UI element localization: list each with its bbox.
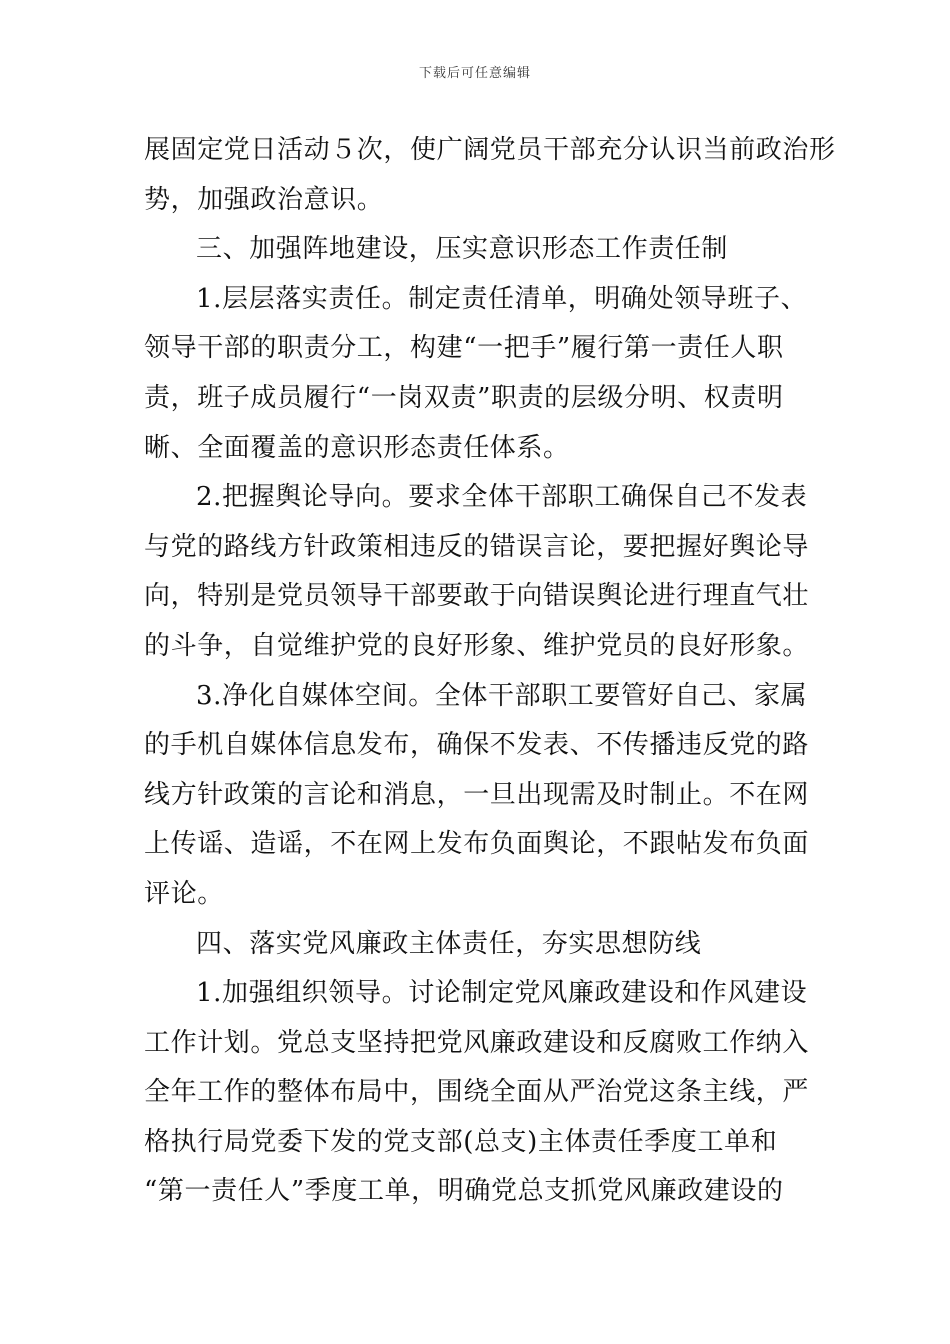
text-line: 格执行局党委下发的党支部(总支)主体责任季度工单和 — [144, 1126, 778, 1157]
text-line: 责，班子成员履行“一岗双责”职责的层级分明、权责明 — [144, 382, 784, 413]
text-line: 工作计划。党总支坚持把党风廉政建设和反腐败工作纳入 — [144, 1027, 810, 1058]
text-line: 上传谣、造谣，不在网上发布负面舆论，不跟帖发布负面 — [144, 829, 810, 860]
document-body — [144, 126, 836, 1217]
text-line: 与党的路线方针政策相违反的错误言论，要把握好舆论导 — [144, 531, 810, 562]
text-line: 展固定党日活动５次，使广阔党员干部充分认识当前政治形 — [144, 135, 836, 165]
section-heading: 四、落实党风廉政主体责任，夯实思想防线 — [196, 928, 702, 959]
text-line: 的斗争，自觉维护党的良好形象、维护党员的良好形象。 — [144, 630, 810, 661]
text-line: 线方针政策的言论和消息，一旦出现需及时制止。不在网 — [144, 779, 810, 810]
text-line: “第一责任人”季度工单，明确党总支抓党风廉政建设的 — [144, 1176, 784, 1207]
text-line: 评论。 — [144, 878, 224, 909]
page-header-note: 下载后可任意编辑 — [418, 66, 531, 81]
text-line: 领导干部的职责分工，构建“一把手”履行第一责任人职 — [144, 333, 784, 364]
section-heading: 三、加强阵地建设，压实意识形态工作责任制 — [196, 234, 729, 265]
text-line: 晰、全面覆盖的意识形态责任体系。 — [144, 432, 570, 463]
text-line: 的手机自媒体信息发布，确保不发表、不传播违反党的路 — [144, 730, 810, 761]
text-line: 全年工作的整体布局中，围绕全面从严治党这条主线，严 — [144, 1077, 810, 1108]
text-line: 2.把握舆论导向。要求全体干部职工确保自己不发表 — [196, 482, 808, 513]
text-line: 势，加强政治意识。 — [144, 184, 384, 215]
text-line: 1.加强组织领导。讨论制定党风廉政建设和作风建设 — [196, 978, 808, 1009]
text-line: 3.净化自媒体空间。全体干部职工要管好自己、家属 — [196, 680, 808, 711]
text-line: 1.层层落实责任。制定责任清单，明确处领导班子、 — [196, 283, 808, 314]
text-line: 向，特别是党员领导干部要敢于向错误舆论进行理直气壮 — [144, 581, 810, 612]
